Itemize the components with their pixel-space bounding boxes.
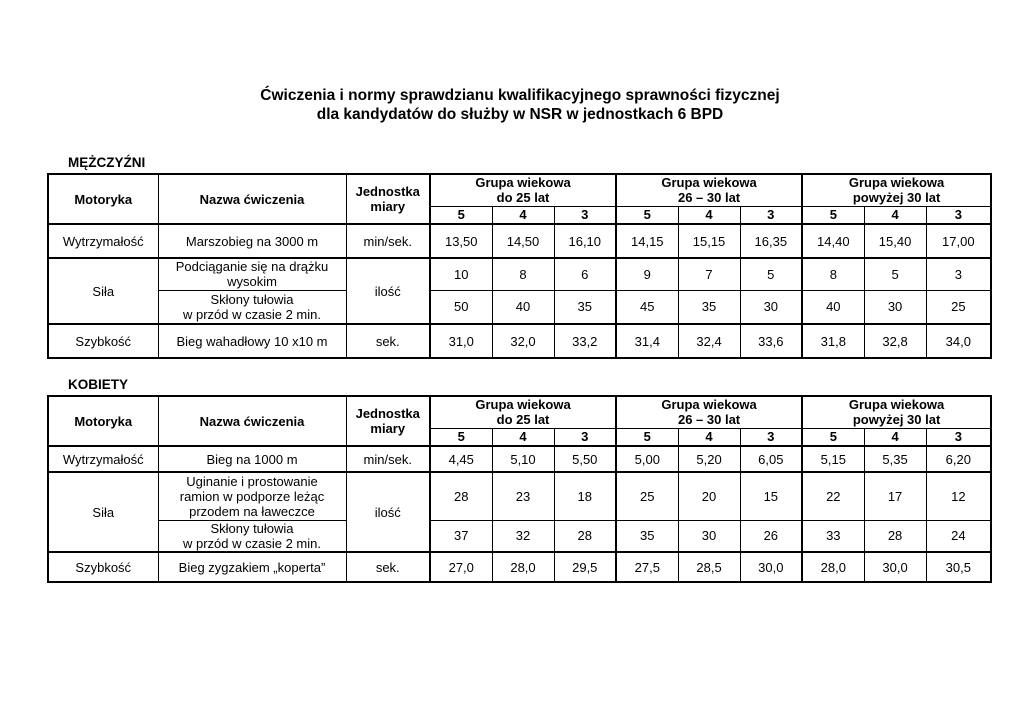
section-label-men: MĘŻCZYŹNI: [68, 155, 146, 170]
norm-value: 3: [954, 266, 962, 282]
table-row: [48, 552, 991, 582]
norm-value-cell: [492, 520, 554, 552]
norm-value: 32,8: [882, 333, 908, 349]
grade-label: 4: [705, 429, 713, 445]
norm-value: 27,0: [448, 559, 474, 575]
norm-value-cell: [864, 446, 926, 472]
norm-value-cell: [864, 258, 926, 290]
exercise-name-line: ramion w podporze leżąc: [179, 488, 325, 504]
norm-value: 13,50: [444, 233, 478, 249]
age-group-label: Grupa wiekowa: [848, 175, 945, 191]
norm-value: 16,10: [568, 233, 602, 249]
unit-label: sek.: [375, 333, 400, 349]
norms-table-women: [47, 395, 992, 583]
motoryka-cell: [48, 552, 158, 582]
norm-value-cell: [802, 472, 864, 520]
unit-cell: [346, 446, 430, 472]
table-row: [48, 324, 991, 358]
norm-value: 15,15: [692, 233, 726, 249]
grade-header: [492, 428, 554, 446]
norm-value: 4,45: [448, 451, 474, 467]
grade-header: [678, 428, 740, 446]
norm-value-cell: [616, 446, 678, 472]
norm-value-cell: [616, 258, 678, 290]
header-age-group: [430, 174, 616, 206]
grade-header: [740, 206, 802, 224]
norm-value-cell: [740, 258, 802, 290]
header-motoryka: [48, 174, 158, 224]
norm-value: 5,00: [634, 451, 660, 467]
grade-header: [678, 206, 740, 224]
grade-label: 5: [643, 207, 651, 223]
grade-label: 3: [954, 207, 962, 223]
norm-value: 50: [454, 299, 469, 315]
grade-label: 5: [457, 207, 465, 223]
norm-value-cell: [740, 520, 802, 552]
norm-value: 27,5: [634, 559, 660, 575]
norm-value-cell: [554, 472, 616, 520]
norm-value-cell: [492, 472, 554, 520]
norm-value-cell: [430, 290, 492, 324]
grade-label: 3: [581, 207, 589, 223]
exercise-name-line: Marszobieg na 3000 m: [185, 233, 319, 249]
norm-value-cell: [802, 520, 864, 552]
header-age-group: [430, 396, 616, 428]
norm-value-cell: [616, 520, 678, 552]
norm-value-cell: [926, 324, 991, 358]
norm-value: 5: [891, 266, 899, 282]
grade-label: 3: [767, 207, 775, 223]
grade-label: 5: [643, 429, 651, 445]
norm-value-cell: [430, 446, 492, 472]
motoryka-label: Siła: [92, 283, 115, 299]
grade-header: [926, 206, 991, 224]
header-nazwa: [158, 396, 346, 446]
norm-value: 31,8: [820, 333, 846, 349]
grade-header: [430, 428, 492, 446]
norm-value-cell: [740, 224, 802, 258]
header-nazwa-label: Nazwa ćwiczenia: [199, 191, 305, 207]
header-jednostka-line2: miary: [370, 199, 406, 214]
norm-value: 28: [454, 488, 469, 504]
norm-value-cell: [616, 552, 678, 582]
norm-value-cell: [554, 446, 616, 472]
norm-value: 33,2: [572, 333, 598, 349]
grade-label: 4: [705, 207, 713, 223]
grade-header: [554, 206, 616, 224]
norm-value: 40: [515, 299, 531, 315]
norm-value-cell: [926, 552, 991, 582]
norm-value-cell: [926, 446, 991, 472]
norm-value: 14,15: [631, 233, 664, 249]
header-jednostka-line2: miary: [370, 421, 406, 436]
norm-value: 26: [763, 528, 779, 544]
norm-value: 28: [577, 528, 592, 544]
exercise-name-line: Uginanie i prostowanie: [186, 473, 318, 489]
title-line-1: Ćwiczenia i normy sprawdzianu kwalifikacyjnego sprawności fizycznej: [260, 87, 780, 104]
norm-value-cell: [926, 290, 991, 324]
table-row: [48, 446, 991, 472]
motoryka-label: Siła: [92, 504, 115, 520]
exercise-name-line: w przód w czasie 2 min.: [183, 306, 321, 322]
header-motoryka-label: Motoryka: [74, 413, 133, 429]
header-jednostka: [346, 174, 430, 224]
grade-header: [926, 428, 991, 446]
age-group-range: do 25 lat: [496, 412, 550, 428]
norm-value-cell: [430, 552, 492, 582]
norm-value-cell: [430, 324, 492, 358]
header-motoryka: [48, 396, 158, 446]
age-group-label: Grupa wiekowa: [661, 175, 757, 191]
table-row: [48, 520, 991, 552]
motoryka-cell: [48, 224, 158, 258]
norm-value: 33,6: [758, 333, 784, 349]
norm-value: 22: [826, 488, 841, 504]
exercise-name-cell: [158, 552, 346, 582]
norm-value: 30,0: [882, 559, 908, 575]
norm-value: 30: [887, 299, 903, 315]
document-title: [0, 86, 1024, 124]
grade-label: 5: [457, 429, 465, 445]
unit-cell: [346, 258, 430, 324]
norm-value: 30,0: [758, 559, 784, 575]
header-row: [48, 396, 991, 428]
grade-label: 3: [954, 429, 962, 445]
norm-value-cell: [926, 472, 991, 520]
motoryka-label: Szybkość: [75, 333, 132, 349]
norm-value: 37: [454, 528, 469, 544]
grade-header: [802, 428, 864, 446]
grade-header: [864, 428, 926, 446]
norm-value-cell: [616, 290, 678, 324]
header-row: [48, 174, 991, 206]
unit-label: min/sek.: [363, 233, 412, 249]
table-row: [48, 290, 991, 324]
norm-value: 5,15: [820, 451, 846, 467]
grade-header: [864, 206, 926, 224]
age-group-range: powyżej 30 lat: [852, 412, 941, 428]
unit-cell: [346, 324, 430, 358]
age-group-range: 26 – 30 lat: [677, 412, 741, 428]
grade-header: [616, 428, 678, 446]
norm-value-cell: [864, 472, 926, 520]
norm-value-cell: [492, 224, 554, 258]
section-label-women: KOBIETY: [68, 377, 129, 392]
norm-value: 5,35: [882, 451, 908, 467]
grade-label: 5: [829, 207, 837, 223]
exercise-name-line: Skłony tułowia: [210, 520, 294, 536]
age-group-label: Grupa wiekowa: [475, 397, 571, 413]
norm-value-cell: [864, 290, 926, 324]
grade-label: 4: [519, 429, 527, 445]
exercise-name-line: wysokim: [227, 274, 277, 290]
norm-value: 5,50: [572, 451, 598, 467]
norm-value-cell: [492, 324, 554, 358]
norm-value-cell: [864, 224, 926, 258]
unit-cell: [346, 552, 430, 582]
norm-value: 30: [763, 299, 779, 315]
grade-header: [554, 428, 616, 446]
exercise-name-line: Podciąganie się na drążku: [175, 259, 329, 275]
grade-header: [616, 206, 678, 224]
norm-value-cell: [740, 324, 802, 358]
motoryka-cell: [48, 472, 158, 552]
norm-value: 45: [640, 299, 655, 315]
norm-value-cell: [616, 324, 678, 358]
exercise-name-line: Bieg wahadłowy 10 x10 m: [176, 333, 328, 349]
norm-value-cell: [554, 290, 616, 324]
exercise-name-line: Bieg na 1000 m: [206, 451, 298, 467]
motoryka-label: Wytrzymałość: [62, 233, 144, 249]
norm-value: 28,0: [510, 559, 536, 575]
norm-value: 7: [705, 266, 713, 282]
norm-value: 28,0: [820, 559, 846, 575]
age-group-label: Grupa wiekowa: [661, 397, 757, 413]
header-jednostka-line1: Jednostka: [355, 184, 420, 199]
norm-value-cell: [616, 224, 678, 258]
norm-value: 6,05: [758, 451, 784, 467]
header-age-group: [802, 396, 991, 428]
exercise-name-cell: [158, 258, 346, 290]
norm-value: 32,0: [510, 333, 536, 349]
exercise-name-cell: [158, 224, 346, 258]
norm-value-cell: [740, 290, 802, 324]
norm-value-cell: [554, 224, 616, 258]
norm-value: 35: [577, 299, 592, 315]
norm-value-cell: [554, 520, 616, 552]
norm-value: 5,10: [510, 451, 536, 467]
norm-value-cell: [554, 258, 616, 290]
norm-value: 17,00: [942, 233, 975, 249]
norm-value: 34,0: [945, 333, 971, 349]
norm-value-cell: [802, 258, 864, 290]
norm-value: 29,5: [572, 559, 598, 575]
header-age-group: [616, 174, 802, 206]
header-jednostka-line1: Jednostka: [355, 406, 420, 421]
norm-value: 30,5: [945, 559, 971, 575]
norm-value: 12: [951, 488, 966, 504]
norm-value-cell: [802, 290, 864, 324]
motoryka-cell: [48, 258, 158, 324]
title-line-2: dla kandydatów do służby w NSR w jednostkach 6 BPD: [316, 106, 724, 123]
norm-value-cell: [492, 446, 554, 472]
norm-value-cell: [926, 258, 991, 290]
norm-value-cell: [492, 290, 554, 324]
grade-label: 4: [519, 207, 527, 223]
norm-value-cell: [740, 552, 802, 582]
norm-value-cell: [430, 472, 492, 520]
norm-value-cell: [678, 324, 740, 358]
norm-value: 25: [951, 299, 966, 315]
norm-value: 24: [951, 528, 966, 544]
norm-value: 5,20: [696, 451, 722, 467]
norm-value: 30: [701, 528, 717, 544]
norm-value-cell: [430, 520, 492, 552]
grade-label: 4: [891, 429, 899, 445]
norm-value: 17: [887, 488, 903, 504]
norm-value-cell: [678, 520, 740, 552]
norm-value: 16,35: [754, 233, 788, 249]
norm-value-cell: [678, 472, 740, 520]
unit-label: ilość: [374, 283, 401, 299]
exercise-name-line: Skłony tułowia: [210, 291, 294, 307]
motoryka-label: Szybkość: [75, 559, 132, 575]
norm-value: 33: [826, 528, 841, 544]
exercise-name-cell: [158, 472, 346, 520]
age-group-range: do 25 lat: [496, 190, 550, 206]
grade-label: 5: [829, 429, 837, 445]
norm-value-cell: [554, 324, 616, 358]
unit-label: sek.: [375, 559, 400, 575]
norm-value-cell: [802, 446, 864, 472]
norm-value: 23: [515, 488, 531, 504]
exercise-name-line: przodem na ławeczce: [189, 503, 315, 519]
grade-label: 3: [581, 429, 589, 445]
norm-value: 6,20: [945, 451, 971, 467]
grade-header: [802, 206, 864, 224]
unit-cell: [346, 472, 430, 552]
unit-label: ilość: [374, 504, 401, 520]
table-row: [48, 224, 991, 258]
norm-value: 15: [763, 488, 779, 504]
grade-header: [430, 206, 492, 224]
motoryka-cell: [48, 324, 158, 358]
norm-value: 14,50: [506, 233, 540, 249]
table-row: [48, 472, 991, 520]
exercise-name-line: Bieg zygzakiem „koperta”: [178, 559, 326, 575]
header-nazwa-label: Nazwa ćwiczenia: [199, 413, 305, 429]
header-age-group: [616, 396, 802, 428]
norm-value-cell: [678, 446, 740, 472]
motoryka-label: Wytrzymałość: [62, 451, 144, 467]
grade-header: [492, 206, 554, 224]
norm-value-cell: [926, 224, 991, 258]
norm-value: 31,0: [448, 333, 474, 349]
norm-value: 10: [454, 266, 469, 282]
norm-value-cell: [678, 258, 740, 290]
norm-value: 14,40: [817, 233, 850, 249]
norm-value-cell: [740, 446, 802, 472]
age-group-range: 26 – 30 lat: [677, 190, 741, 206]
header-age-group: [802, 174, 991, 206]
norm-value: 6: [581, 266, 589, 282]
norm-value: 32: [515, 528, 531, 544]
norm-value-cell: [864, 520, 926, 552]
norm-value: 18: [577, 488, 592, 504]
norm-value: 35: [640, 528, 655, 544]
grade-label: 4: [891, 207, 899, 223]
norm-value-cell: [616, 472, 678, 520]
grade-header: [740, 428, 802, 446]
norm-value: 40: [826, 299, 841, 315]
exercise-name-cell: [158, 520, 346, 552]
norm-value: 8: [519, 266, 527, 282]
grade-label: 3: [767, 429, 775, 445]
norm-value: 32,4: [696, 333, 722, 349]
norm-value-cell: [802, 552, 864, 582]
norm-value: 9: [643, 266, 651, 282]
norm-value-cell: [554, 552, 616, 582]
table-row: [48, 258, 991, 290]
unit-label: min/sek.: [363, 451, 412, 467]
norm-value: 25: [640, 488, 655, 504]
norm-value: 15,40: [878, 233, 912, 249]
norm-value-cell: [802, 224, 864, 258]
norm-value-cell: [740, 472, 802, 520]
norm-value-cell: [864, 552, 926, 582]
exercise-name-cell: [158, 290, 346, 324]
norm-value-cell: [678, 290, 740, 324]
exercise-name-cell: [158, 446, 346, 472]
norm-value-cell: [430, 258, 492, 290]
norm-value-cell: [678, 224, 740, 258]
norms-table-men: [47, 173, 992, 359]
norm-value-cell: [802, 324, 864, 358]
norm-value-cell: [492, 552, 554, 582]
norm-value: 28: [887, 528, 903, 544]
norm-value: 28,5: [696, 559, 722, 575]
exercise-name-cell: [158, 324, 346, 358]
norm-value-cell: [926, 520, 991, 552]
norm-value-cell: [430, 224, 492, 258]
norm-value-cell: [492, 258, 554, 290]
age-group-label: Grupa wiekowa: [475, 175, 571, 191]
header-nazwa: [158, 174, 346, 224]
age-group-range: powyżej 30 lat: [852, 190, 941, 206]
norm-value: 31,4: [634, 333, 660, 349]
norm-value-cell: [864, 324, 926, 358]
norm-value: 8: [829, 266, 837, 282]
header-motoryka-label: Motoryka: [74, 191, 133, 207]
unit-cell: [346, 224, 430, 258]
norm-value: 5: [767, 266, 775, 282]
exercise-name-line: w przód w czasie 2 min.: [183, 535, 321, 551]
norm-value: 35: [701, 299, 717, 315]
age-group-label: Grupa wiekowa: [848, 397, 945, 413]
norm-value: 20: [701, 488, 717, 504]
header-jednostka: [346, 396, 430, 446]
norm-value-cell: [678, 552, 740, 582]
motoryka-cell: [48, 446, 158, 472]
